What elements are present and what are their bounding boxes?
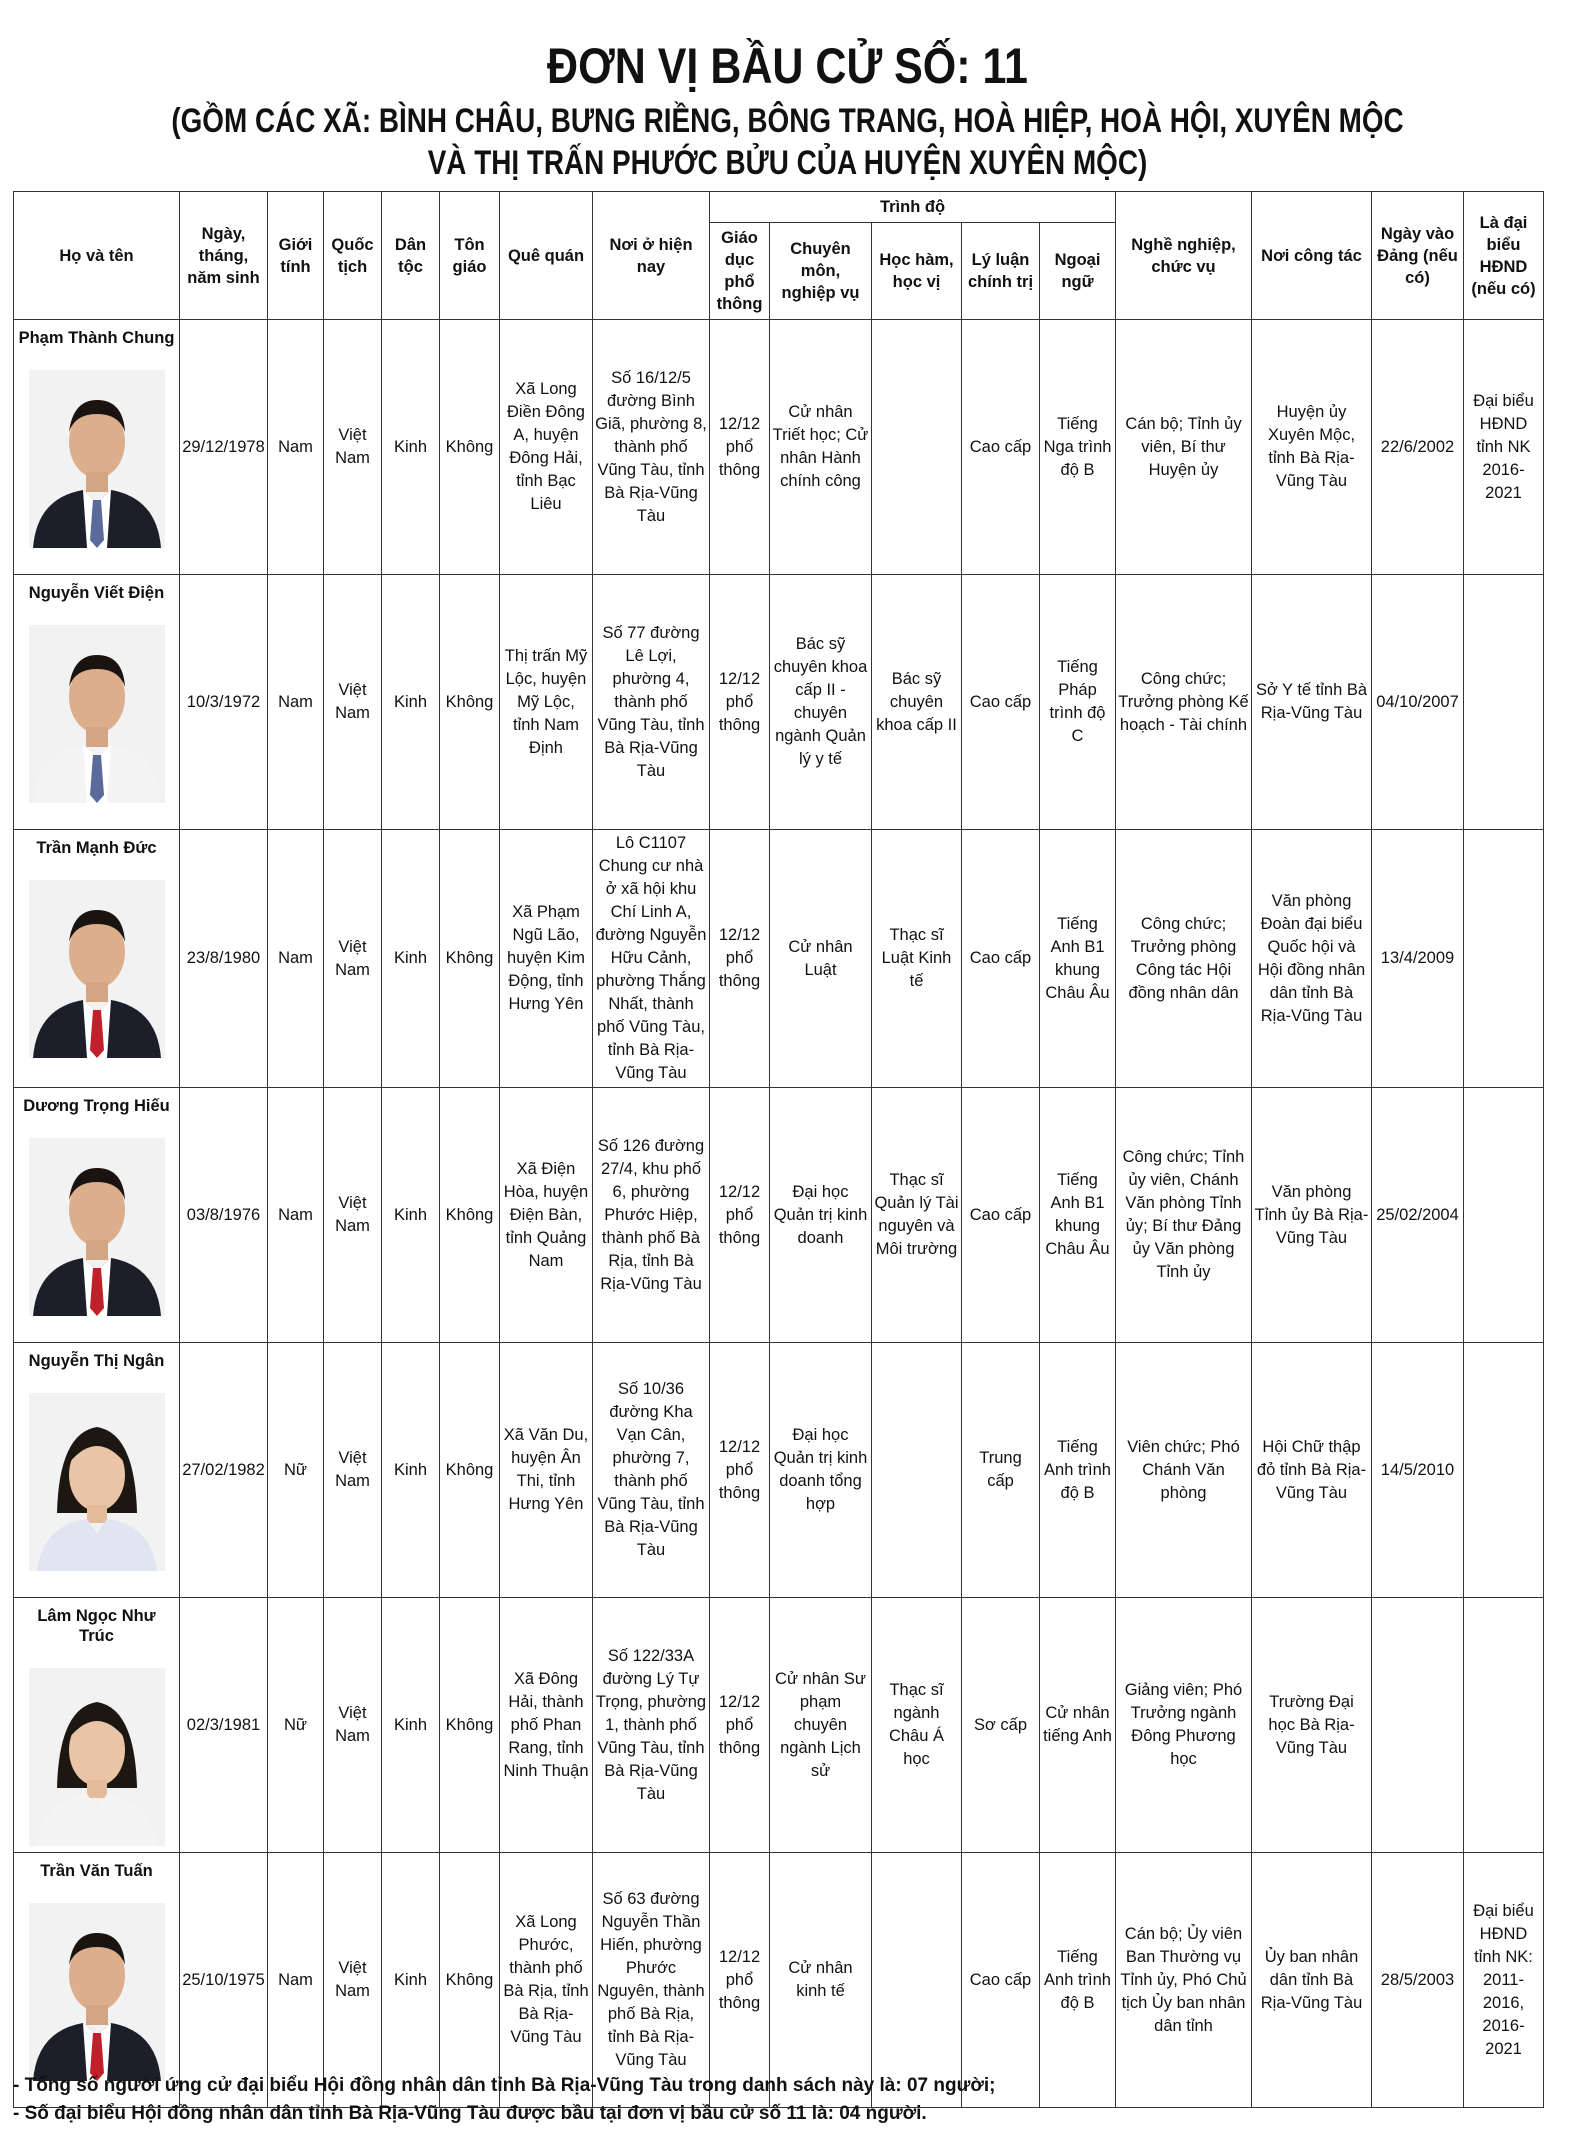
cell-religion: Không: [440, 1088, 500, 1343]
cell-party-date: [1372, 1598, 1464, 1853]
header-education-group: Trình độ: [710, 192, 1116, 223]
cell-gender: Nam: [268, 1853, 324, 2108]
cell-specialty: Đại học Quản trị kinh doanh: [770, 1088, 872, 1343]
cell-residence: Số 63 đường Nguyễn Thần Hiến, phường Phước Nguyên, thành phố Bà Rịa, tỉnh Bà Rịa-Vũng Tàu: [593, 1853, 710, 2108]
cell-political: Trung cấp: [962, 1343, 1040, 1598]
table-row: [14, 575, 1544, 830]
cell-council-member: [1464, 1088, 1544, 1343]
cell-religion: Không: [440, 1343, 500, 1598]
cell-ethnicity: Kinh: [382, 830, 440, 1088]
cell-language: Tiếng Anh trình độ B: [1040, 1853, 1116, 2108]
cell-workplace: Huyện ủy Xuyên Mộc, tỉnh Bà Rịa-Vũng Tàu: [1252, 320, 1372, 575]
cell-general-edu: 12/12 phổ thông: [710, 1598, 770, 1853]
header-nationality: Quốc tịch: [324, 192, 382, 320]
header-name: Họ và tên: [14, 192, 180, 320]
cell-academic: Thạc sĩ Luật Kinh tế: [872, 830, 962, 1088]
cell-name: [14, 320, 180, 575]
cell-general-edu: 12/12 phổ thông: [710, 320, 770, 575]
cell-party-date: 14/5/2010: [1372, 1343, 1464, 1598]
candidate-photo: [29, 370, 165, 548]
candidate-photo: [29, 625, 165, 803]
cell-religion: Không: [440, 1853, 500, 2108]
cell-workplace: Sở Y tế tỉnh Bà Rịa-Vũng Tàu: [1252, 575, 1372, 830]
page-title: ĐƠN VỊ BẦU CỬ SỐ: 11: [547, 38, 1028, 94]
cell-religion: Không: [440, 575, 500, 830]
header-residence: Nơi ở hiện nay: [593, 192, 710, 320]
cell-council-member: [1464, 575, 1544, 830]
header-language: Ngoại ngữ: [1040, 223, 1116, 320]
cell-language: Cử nhân tiếng Anh: [1040, 1598, 1116, 1853]
header-specialty: Chuyên môn, nghiệp vụ: [770, 223, 872, 320]
cell-general-edu: 12/12 phổ thông: [710, 830, 770, 1088]
cell-nationality: Việt Nam: [324, 575, 382, 830]
cell-residence: Lô C1107 Chung cư nhà ở xã hội khu Chí Linh A, đường Nguyễn Hữu Cảnh, phường Thắng Nhất, thành phố Vũng Tàu, tỉnh Bà Rịa-Vũng Tàu: [593, 830, 710, 1088]
cell-specialty: Bác sỹ chuyên khoa cấp II - chuyên ngành Quản lý y tế: [770, 575, 872, 830]
candidate-rows: [14, 320, 1544, 2108]
cell-ethnicity: Kinh: [382, 575, 440, 830]
candidate-name: Dương Trọng Hiếu: [23, 1097, 170, 1115]
cell-gender: Nữ: [268, 1598, 324, 1853]
cell-nationality: Việt Nam: [324, 320, 382, 575]
cell-name: [14, 1853, 180, 2108]
cell-language: Tiếng Anh B1 khung Châu Âu: [1040, 830, 1116, 1088]
cell-language: Tiếng Pháp trình độ C: [1040, 575, 1116, 830]
candidate-name: Nguyễn Thị Ngân: [28, 1352, 165, 1370]
table-row: [14, 1088, 1544, 1343]
note-total-candidates: - Tổng số người ứng cử đại biểu Hội đồng nhân dân tỉnh Bà Rịa-Vũng Tàu trong danh sách này là: 07 người;: [13, 2075, 996, 2096]
candidate-name: Nguyễn Viết Điện: [28, 584, 165, 602]
cell-specialty: Cử nhân Sư phạm chuyên ngành Lịch sử: [770, 1598, 872, 1853]
note-seats: - Số đại biểu Hội đồng nhân dân tỉnh Bà Rịa-Vũng Tàu được bầu tại đơn vị bầu cử số 11 là: 04 người.: [13, 2103, 927, 2124]
cell-residence: Số 77 đường Lê Lợi, phường 4, thành phố Vũng Tàu, tỉnh Bà Rịa-Vũng Tàu: [593, 575, 710, 830]
cell-hometown: Xã Văn Du, huyện Ân Thi, tỉnh Hưng Yên: [500, 1343, 593, 1598]
cell-party-date: 28/5/2003: [1372, 1853, 1464, 2108]
footnotes: [13, 2072, 1553, 2128]
cell-dob: 23/8/1980: [180, 830, 268, 1088]
cell-workplace: Hội Chữ thập đỏ tỉnh Bà Rịa-Vũng Tàu: [1252, 1343, 1372, 1598]
cell-ethnicity: Kinh: [382, 1088, 440, 1343]
cell-religion: Không: [440, 320, 500, 575]
cell-political: Cao cấp: [962, 830, 1040, 1088]
cell-residence: Số 122/33A đường Lý Tự Trọng, phường 1, thành phố Vũng Tàu, tỉnh Bà Rịa-Vũng Tàu: [593, 1598, 710, 1853]
subtitle-line-1: (GỒM CÁC XÃ: BÌNH CHÂU, BƯNG RIỀNG, BÔNG TRANG, HOÀ HIỆP, HOÀ HỘI, XUYÊN MỘC: [171, 102, 1404, 140]
cell-language: Tiếng Nga trình độ B: [1040, 320, 1116, 575]
candidate-name: Phạm Thành Chung: [18, 329, 175, 347]
cell-council-member: [1464, 830, 1544, 1088]
cell-nationality: Việt Nam: [324, 1598, 382, 1853]
cell-gender: Nam: [268, 320, 324, 575]
cell-workplace: Trường Đại học Bà Rịa-Vũng Tàu: [1252, 1598, 1372, 1853]
cell-hometown: Xã Long Điền Đông A, huyện Đông Hải, tỉnh Bạc Liêu: [500, 320, 593, 575]
cell-hometown: Xã Phạm Ngũ Lão, huyện Kim Động, tỉnh Hưng Yên: [500, 830, 593, 1088]
cell-nationality: Việt Nam: [324, 1088, 382, 1343]
cell-ethnicity: Kinh: [382, 1343, 440, 1598]
cell-party-date: 25/02/2004: [1372, 1088, 1464, 1343]
cell-workplace: Ủy ban nhân dân tỉnh Bà Rịa-Vũng Tàu: [1252, 1853, 1372, 2108]
header-political: Lý luận chính trị: [962, 223, 1040, 320]
cell-gender: Nam: [268, 1088, 324, 1343]
cell-gender: Nam: [268, 575, 324, 830]
cell-nationality: Việt Nam: [324, 1853, 382, 2108]
cell-occupation: Viên chức; Phó Chánh Văn phòng: [1116, 1343, 1252, 1598]
cell-nationality: Việt Nam: [324, 1343, 382, 1598]
cell-ethnicity: Kinh: [382, 1853, 440, 2108]
header-religion: Tôn giáo: [440, 192, 500, 320]
cell-specialty: Đại học Quản trị kinh doanh tổng hợp: [770, 1343, 872, 1598]
cell-council-member: Đại biểu HĐND tỉnh NK: 2011-2016, 2016-2021: [1464, 1853, 1544, 2108]
cell-residence: Số 126 đường 27/4, khu phố 6, phường Phước Hiệp, thành phố Bà Rịa, tỉnh Bà Rịa-Vũng Tàu: [593, 1088, 710, 1343]
cell-ethnicity: Kinh: [382, 1598, 440, 1853]
header-ethnicity: Dân tộc: [382, 192, 440, 320]
cell-specialty: Cử nhân kinh tế: [770, 1853, 872, 2108]
cell-general-edu: 12/12 phổ thông: [710, 1088, 770, 1343]
candidate-photo: [29, 880, 165, 1058]
header-gender: Giới tính: [268, 192, 324, 320]
table-row: [14, 1343, 1544, 1598]
cell-residence: Số 10/36 đường Kha Vạn Cân, phường 7, thành phố Vũng Tàu, tỉnh Bà Rịa-Vũng Tàu: [593, 1343, 710, 1598]
header-dob: Ngày, tháng, năm sinh: [180, 192, 268, 320]
cell-general-edu: 12/12 phổ thông: [710, 575, 770, 830]
cell-general-edu: 12/12 phổ thông: [710, 1853, 770, 2108]
table-row: [14, 1598, 1544, 1853]
cell-political: Cao cấp: [962, 320, 1040, 575]
cell-nationality: Việt Nam: [324, 830, 382, 1088]
table-row: [14, 320, 1544, 575]
cell-occupation: Công chức; Trưởng phòng Kế hoạch - Tài chính: [1116, 575, 1252, 830]
header-party-date: Ngày vào Đảng (nếu có): [1372, 192, 1464, 320]
cell-occupation: Công chức; Tỉnh ủy viên, Chánh Văn phòng Tỉnh ủy; Bí thư Đảng ủy Văn phòng Tỉnh ủy: [1116, 1088, 1252, 1343]
header-academic: Học hàm, học vị: [872, 223, 962, 320]
cell-dob: 27/02/1982: [180, 1343, 268, 1598]
candidate-photo: [29, 1138, 165, 1316]
cell-academic: Thạc sĩ ngành Châu Á học: [872, 1598, 962, 1853]
candidate-name: Trần Văn Tuấn: [40, 1862, 153, 1880]
candidate-table: [13, 191, 1544, 2108]
cell-party-date: 04/10/2007: [1372, 575, 1464, 830]
cell-hometown: Thị trấn Mỹ Lộc, huyện Mỹ Lộc, tỉnh Nam Định: [500, 575, 593, 830]
page-subtitle: [142, 100, 1434, 184]
cell-name: [14, 1598, 180, 1853]
cell-political: Cao cấp: [962, 1088, 1040, 1343]
cell-occupation: Cán bộ; Tỉnh ủy viên, Bí thư Huyện ủy: [1116, 320, 1252, 575]
cell-name: [14, 1088, 180, 1343]
cell-occupation: Cán bộ; Ủy viên Ban Thường vụ Tỉnh ủy, Phó Chủ tịch Ủy ban nhân dân tỉnh: [1116, 1853, 1252, 2108]
cell-academic: [872, 320, 962, 575]
cell-religion: Không: [440, 830, 500, 1088]
cell-name: [14, 575, 180, 830]
cell-hometown: Xã Long Phước, thành phố Bà Rịa, tỉnh Bà Rịa-Vũng Tàu: [500, 1853, 593, 2108]
candidate-name: Lâm Ngọc Như Trúc: [37, 1607, 156, 1645]
cell-academic: Bác sỹ chuyên khoa cấp II: [872, 575, 962, 830]
cell-name: [14, 830, 180, 1088]
cell-gender: Nữ: [268, 1343, 324, 1598]
cell-dob: 10/3/1972: [180, 575, 268, 830]
cell-religion: Không: [440, 1598, 500, 1853]
header-hometown: Quê quán: [500, 192, 593, 320]
cell-hometown: Xã Điện Hòa, huyện Điện Bàn, tỉnh Quảng Nam: [500, 1088, 593, 1343]
header-workplace: Nơi công tác: [1252, 192, 1372, 320]
cell-council-member: Đại biểu HĐND tỉnh NK 2016-2021: [1464, 320, 1544, 575]
header-occupation: Nghề nghiệp, chức vụ: [1116, 192, 1252, 320]
candidate-photo: [29, 1903, 165, 2081]
cell-dob: 25/10/1975: [180, 1853, 268, 2108]
cell-ethnicity: Kinh: [382, 320, 440, 575]
candidate-name: Trần Mạnh Đức: [36, 839, 157, 857]
cell-political: Cao cấp: [962, 1853, 1040, 2108]
cell-party-date: 13/4/2009: [1372, 830, 1464, 1088]
cell-gender: Nam: [268, 830, 324, 1088]
header-general-edu: Giáo dục phổ thông: [710, 223, 770, 320]
cell-dob: 29/12/1978: [180, 320, 268, 575]
cell-name: [14, 1343, 180, 1598]
cell-council-member: [1464, 1343, 1544, 1598]
cell-occupation: Công chức; Trưởng phòng Công tác Hội đồng nhân dân: [1116, 830, 1252, 1088]
cell-workplace: Văn phòng Tỉnh ủy Bà Rịa-Vũng Tàu: [1252, 1088, 1372, 1343]
cell-hometown: Xã Đông Hải, thành phố Phan Rang, tỉnh Ninh Thuận: [500, 1598, 593, 1853]
cell-language: Tiếng Anh B1 khung Châu Âu: [1040, 1088, 1116, 1343]
cell-general-edu: 12/12 phổ thông: [710, 1343, 770, 1598]
cell-party-date: 22/6/2002: [1372, 320, 1464, 575]
cell-specialty: Cử nhân Triết học; Cử nhân Hành chính công: [770, 320, 872, 575]
candidate-photo: [29, 1393, 165, 1571]
header-council-member: Là đại biểu HĐND (nếu có): [1464, 192, 1544, 320]
cell-language: Tiếng Anh trình độ B: [1040, 1343, 1116, 1598]
table-row: [14, 1853, 1544, 2108]
table-row: [14, 830, 1544, 1088]
cell-political: Sơ cấp: [962, 1598, 1040, 1853]
cell-academic: [872, 1853, 962, 2108]
cell-residence: Số 16/12/5 đường Bình Giã, phường 8, thành phố Vũng Tàu, tỉnh Bà Rịa-Vũng Tàu: [593, 320, 710, 575]
cell-dob: 03/8/1976: [180, 1088, 268, 1343]
cell-workplace: Văn phòng Đoàn đại biểu Quốc hội và Hội đồng nhân dân tỉnh Bà Rịa-Vũng Tàu: [1252, 830, 1372, 1088]
cell-occupation: Giảng viên; Phó Trưởng ngành Đông Phương học: [1116, 1598, 1252, 1853]
subtitle-line-2: VÀ THỊ TRẤN PHƯỚC BỬU CỦA HUYỆN XUYÊN MỘC): [427, 144, 1148, 182]
cell-academic: [872, 1343, 962, 1598]
cell-dob: 02/3/1981: [180, 1598, 268, 1853]
candidate-photo: [29, 1668, 165, 1846]
cell-council-member: [1464, 1598, 1544, 1853]
cell-political: Cao cấp: [962, 575, 1040, 830]
cell-academic: Thạc sĩ Quản lý Tài nguyên và Môi trường: [872, 1088, 962, 1343]
cell-specialty: Cử nhân Luật: [770, 830, 872, 1088]
